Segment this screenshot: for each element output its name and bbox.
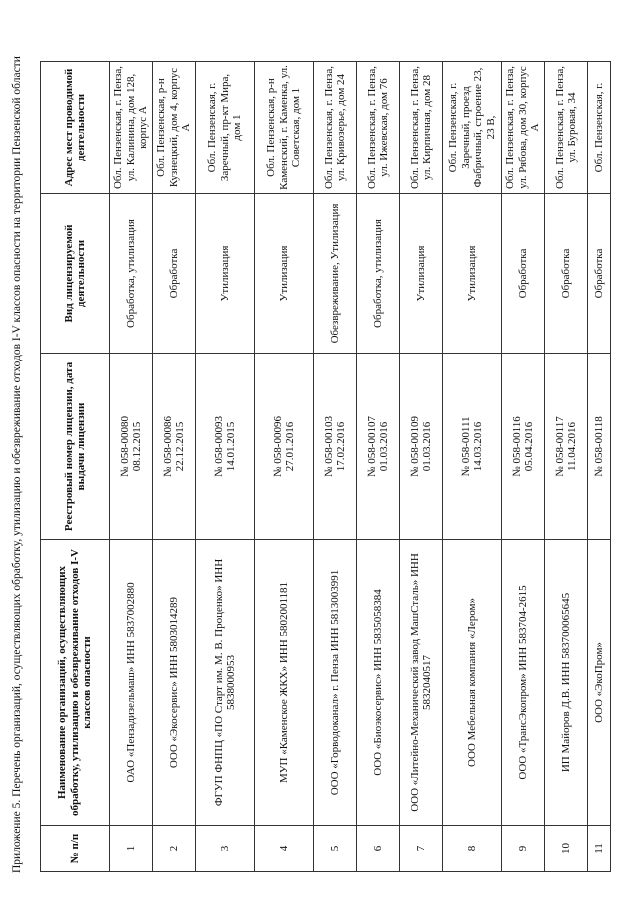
cell-name: ФГУП ФНПЦ «ПО Старт им. М. В. Проценко» ИНН 5838000953 bbox=[196, 540, 255, 826]
cell-address: Обл. Пензенская, г. Пенза, ул. Калинина, дом 128, корпус А bbox=[110, 62, 153, 194]
license-date: 27.01.2016 bbox=[284, 421, 296, 472]
license-date: 11.04.2016 bbox=[566, 421, 578, 472]
cell-num: 10 bbox=[545, 826, 588, 872]
cell-license bbox=[545, 354, 588, 540]
table-header-row bbox=[41, 62, 110, 872]
cell-name: ООО «Горводоканал» г. Пенза ИНН 5813003991 bbox=[314, 540, 357, 826]
license-date: 22.12.2015 bbox=[174, 421, 186, 472]
license-number: № 058-00117 bbox=[553, 416, 566, 477]
cell-address: Обл. Пензенская, г. Пенза, ул. Рябова, дом 30, корпус А bbox=[502, 62, 545, 194]
license-date: 14.03.2016 bbox=[472, 421, 484, 472]
cell-activity: Обезвреживание, Утилизация bbox=[314, 194, 357, 354]
cell-num: 5 bbox=[314, 826, 357, 872]
cell-license bbox=[110, 354, 153, 540]
license-date: 01.03.2016 bbox=[421, 421, 433, 472]
cell-num: 8 bbox=[443, 826, 502, 872]
header-activity: Вид лицензируемой деятельности bbox=[41, 194, 110, 354]
cell-activity: Обработка bbox=[588, 194, 611, 354]
table-row bbox=[588, 62, 611, 872]
table-row bbox=[110, 62, 153, 872]
license-number: № 058-00086 bbox=[161, 416, 174, 477]
cell-address: Обл. Пензенская, г. Пенза, ул. Буровая, 34 bbox=[545, 62, 588, 194]
cell-name: ООО «Литейно-Механический завод МашСталь» ИНН 5832040517 bbox=[400, 540, 443, 826]
cell-license bbox=[400, 354, 443, 540]
cell-num: 1 bbox=[110, 826, 153, 872]
cell-activity: Обработка, утилизация bbox=[357, 194, 400, 354]
cell-license bbox=[502, 354, 545, 540]
license-number: № 058-00103 bbox=[322, 416, 335, 477]
cell-license bbox=[357, 354, 400, 540]
table-row bbox=[196, 62, 255, 872]
license-number: № 058-00080 bbox=[118, 416, 131, 477]
license-number: № 058-00109 bbox=[408, 416, 421, 477]
license-date: 08.12.2015 bbox=[131, 421, 143, 472]
table-row bbox=[153, 62, 196, 872]
table-row bbox=[545, 62, 588, 872]
license-registry-table bbox=[40, 61, 611, 872]
table-row bbox=[314, 62, 357, 872]
license-date: 05.04.2016 bbox=[523, 421, 535, 472]
cell-num: 7 bbox=[400, 826, 443, 872]
cell-activity: Утилизация bbox=[443, 194, 502, 354]
cell-name: ИП Майоров Д.В. ИНН 583700065645 bbox=[545, 540, 588, 826]
header-name: Наименование организаций, осуществляющих обработку, утилизацию и обезвреживание отходов I-V классов опасности bbox=[41, 540, 110, 826]
header-address: Адрес мест проводимой деятельности bbox=[41, 62, 110, 194]
table-row bbox=[400, 62, 443, 872]
table-row bbox=[502, 62, 545, 872]
cell-address: Обл. Пензенская, г. Пенза, ул. Кирпичная, дом 28 bbox=[400, 62, 443, 194]
cell-license bbox=[196, 354, 255, 540]
cell-activity: Обработка bbox=[502, 194, 545, 354]
cell-address: Обл. Пензенская, г. Заречный, пр-кт Мира, дом 1 bbox=[196, 62, 255, 194]
cell-activity: Утилизация bbox=[400, 194, 443, 354]
cell-name: ОАО «Пензадизельмаш» ИНН 5837002880 bbox=[110, 540, 153, 826]
cell-license bbox=[255, 354, 314, 540]
cell-license bbox=[314, 354, 357, 540]
license-date: 14.01.2015 bbox=[225, 421, 237, 472]
cell-address: Обл. Пензенская, р-н Каменский, г. Каменка, ул. Советская, дом 1 bbox=[255, 62, 314, 194]
license-date: 01.03.2016 bbox=[378, 421, 390, 472]
cell-num: 2 bbox=[153, 826, 196, 872]
cell-activity: Обработка, утилизация bbox=[110, 194, 153, 354]
header-license: Реестровый номер лицензии, дата выдачи лицензии bbox=[41, 354, 110, 540]
cell-license bbox=[588, 354, 611, 540]
cell-address: Обл. Пензенская, г. Пенза, ул. Кривозерье, дом 24 bbox=[314, 62, 357, 194]
cell-address: Обл. Пензенская, г. Заречный, проезд Фабричный, строение 23, 23 В, bbox=[443, 62, 502, 194]
cell-license bbox=[153, 354, 196, 540]
cell-num: 3 bbox=[196, 826, 255, 872]
table-row bbox=[255, 62, 314, 872]
license-number: № 058-00107 bbox=[365, 416, 378, 477]
cell-activity: Утилизация bbox=[196, 194, 255, 354]
cell-name: ООО «ЭкоПром» bbox=[588, 540, 611, 826]
document-caption: Приложение 5. Перечень организаций, осуществляющих обработку, утилизацию и обезвреживание отходов I-V классов опасности на территории Пензенской области bbox=[11, 56, 23, 873]
license-number: № 058-00118 bbox=[592, 416, 605, 477]
header-num: № п/п bbox=[41, 826, 110, 872]
cell-name: ООО «ТрансЭкопром» ИНН 583704-2615 bbox=[502, 540, 545, 826]
cell-name: МУП «Каменское ЖКХ» ИНН 5802001181 bbox=[255, 540, 314, 826]
cell-num: 11 bbox=[588, 826, 611, 872]
license-number: № 058-00096 bbox=[271, 416, 284, 477]
license-number: № 058-00116 bbox=[510, 416, 523, 477]
cell-name: ООО «Биоэкосервис» ИНН 5835058384 bbox=[357, 540, 400, 826]
license-date: 17.02.2016 bbox=[335, 421, 347, 472]
table-row bbox=[443, 62, 502, 872]
cell-license bbox=[443, 354, 502, 540]
license-number: № 058-00111 bbox=[459, 416, 472, 477]
license-number: № 058-00093 bbox=[212, 416, 225, 477]
cell-address: Обл. Пензенская, г. bbox=[588, 62, 611, 194]
cell-address: Обл. Пензенская, г. Пенза, ул. Ижевская, дом 76 bbox=[357, 62, 400, 194]
cell-activity: Обработка bbox=[545, 194, 588, 354]
cell-name: ООО Мебельная компания «Лером» bbox=[443, 540, 502, 826]
cell-name: ООО «Экосервис» ИНН 5803014289 bbox=[153, 540, 196, 826]
cell-address: Обл. Пензенская, р-н Кузнецкий, дом 4, корпус А bbox=[153, 62, 196, 194]
table-row bbox=[357, 62, 400, 872]
cell-activity: Обработка bbox=[153, 194, 196, 354]
cell-num: 9 bbox=[502, 826, 545, 872]
cell-activity: Утилизация bbox=[255, 194, 314, 354]
cell-num: 6 bbox=[357, 826, 400, 872]
cell-num: 4 bbox=[255, 826, 314, 872]
